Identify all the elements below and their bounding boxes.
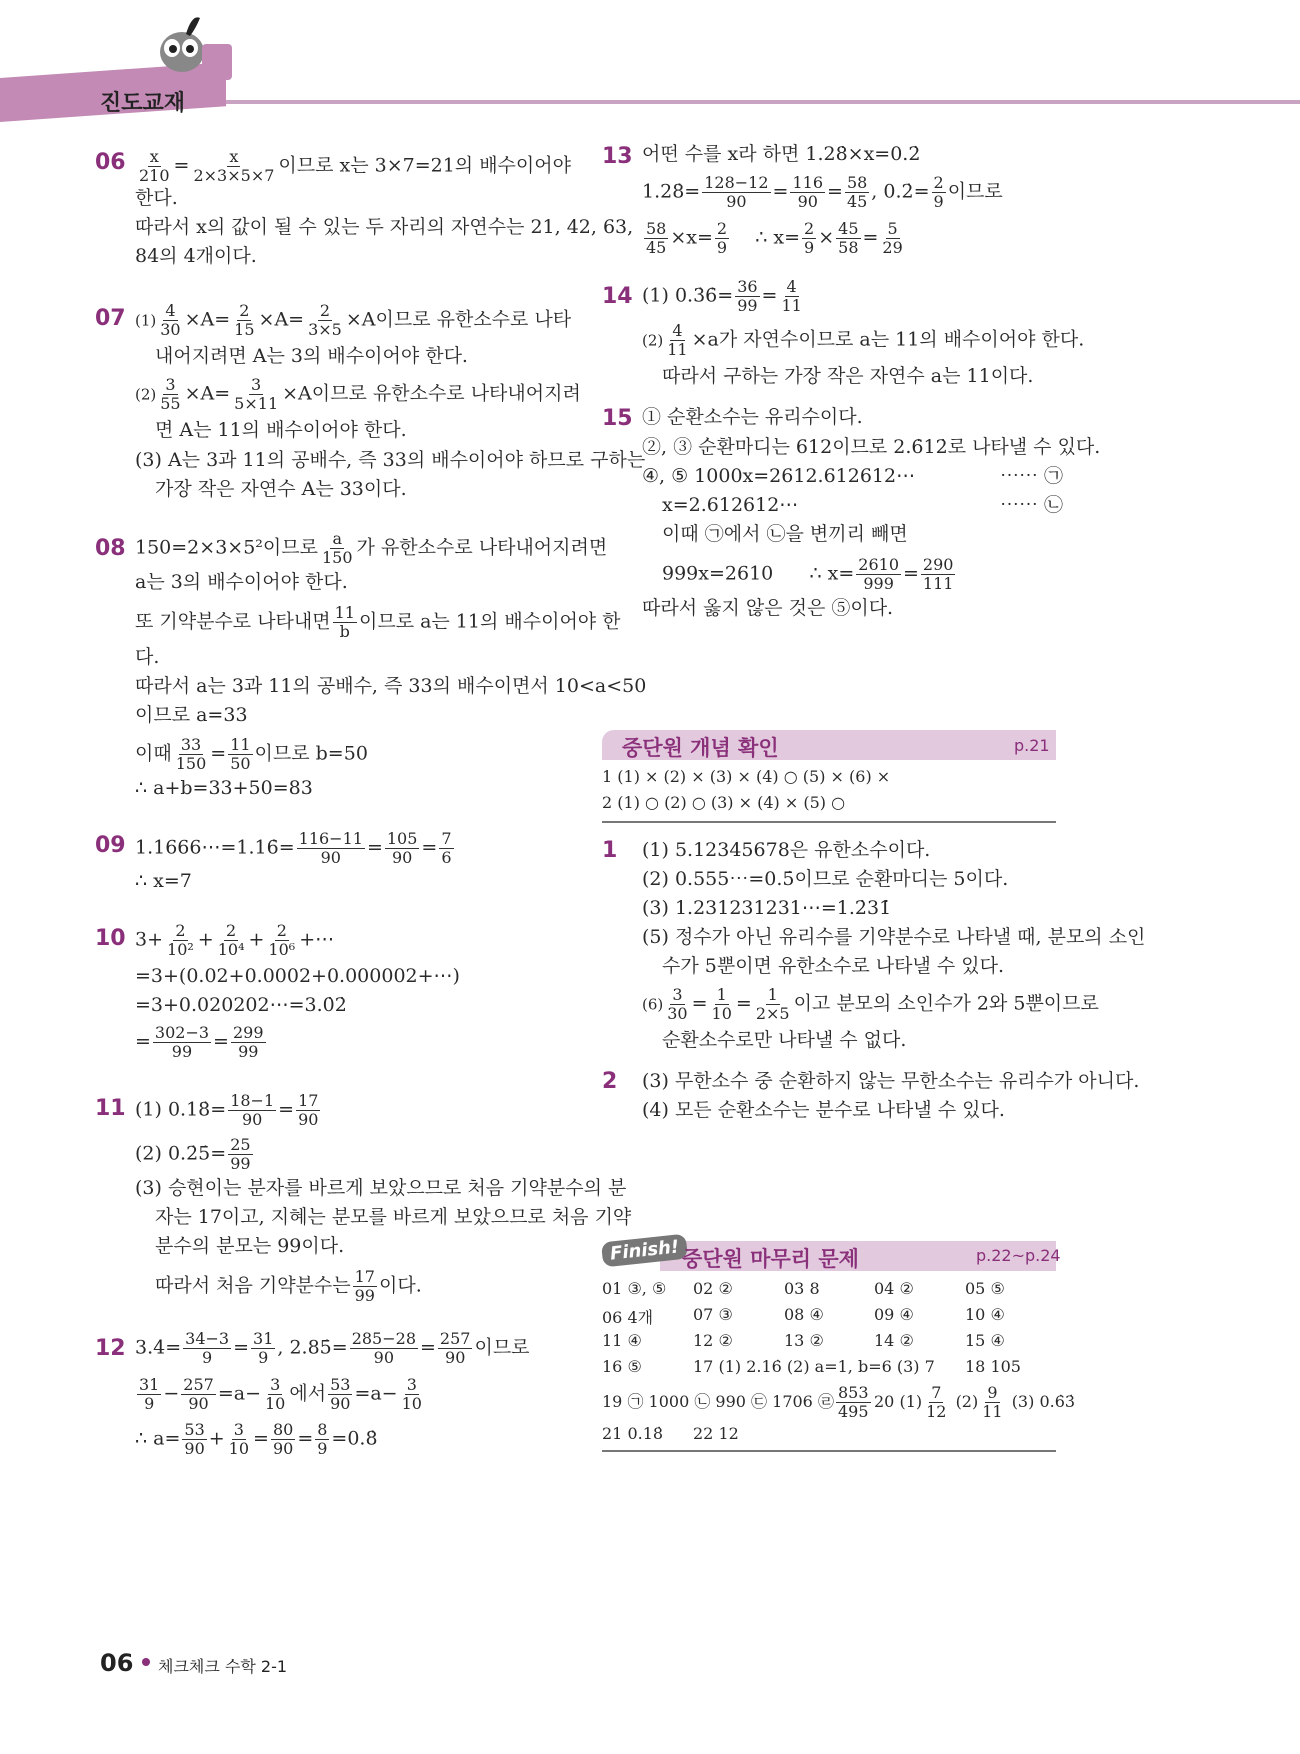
problem-13-number: 13 — [602, 144, 633, 169]
problem-13-line1: 어떤 수를 x라 하면 1.28̇×x=0.2̇ — [642, 143, 921, 165]
footer-book-title: 체크체크 수학 2-1 — [158, 1657, 288, 1676]
problem-07-line5: (3) A는 3과 11의 공배수, 즉 33의 배수이어야 하므로 구하는 — [135, 449, 646, 471]
concept-q1-line1: (1) 5.12345678은 유한소수이다. — [642, 839, 931, 861]
problem-08-line6: 이므로 a=33 — [135, 704, 248, 726]
problem-08-line5: 따라서 a는 3과 11의 공배수, 즉 33의 배수이면서 10<a<50 — [135, 675, 647, 697]
concept-q1-number: 1 — [602, 838, 618, 863]
header-label: 진도교재 — [100, 91, 186, 116]
problem-10-line4: = $\frac{302-3}{99}$ = $\frac{299}{99}$ — [135, 1023, 264, 1061]
finish-answer-01: 01 ③, ⑤ — [602, 1279, 667, 1298]
problem-15-number: 15 — [602, 406, 633, 431]
finish-answer-15: 15 ④ — [965, 1331, 1005, 1350]
concept-q1-line4: (5) 정수가 아닌 유리수를 기약분수로 나타낼 때, 분모의 소인 — [642, 926, 1146, 948]
header-rule — [215, 100, 1300, 104]
problem-11-line6: 따라서 처음 기약분수는 $\frac{17}{99}$ 이다. — [155, 1267, 422, 1305]
problem-08-line4: 다. — [135, 646, 160, 668]
finish-answer-14: 14 ② — [874, 1331, 914, 1350]
problem-12-number: 12 — [95, 1336, 126, 1361]
finish-answer-21: 21 0.18̇ — [602, 1424, 664, 1443]
problem-07-line2: 내어지려면 A는 3의 배수이어야 한다. — [155, 345, 468, 367]
problem-13-line2: 1.28̇= $\frac{128-12}{90}$ = $\frac{116}{90}$ = $\frac{58}{45}$ , 0.2̇= $\frac{2}{9}$ 이므로 — [642, 173, 1003, 211]
problem-15-line2: ②, ③ 순환마디는 612이므로 2.6̇12̇로 나타낼 수 있다. — [642, 436, 1101, 458]
finish-answer-07: 07 ③ — [693, 1305, 733, 1324]
problem-08-line8: ∴ a+b=33+50=83 — [135, 777, 313, 799]
finish-answer-08: 08 ④ — [784, 1305, 824, 1324]
finish-answer-13: 13 ② — [784, 1331, 824, 1350]
problem-10-number: 10 — [95, 926, 126, 951]
problem-11-line5: 분수의 분모는 99이다. — [155, 1235, 345, 1257]
problem-15-line5: 이때 ㉠에서 ㉡을 변끼리 빼면 — [662, 523, 908, 545]
concept-q1-line2: (2) 0.555⋯=0.5̇이므로 순환마디는 5이다. — [642, 868, 1009, 890]
concept-divider — [602, 821, 1056, 823]
finish-divider — [602, 1450, 1056, 1452]
concept-q1-line3: (3) 1.231231231⋯=1.2̇31̇ — [642, 897, 892, 919]
problem-12-line1: 3.4̇= $\frac{34-3}{9}$ = $\frac{31}{9}$ , 2.85̇= $\frac{285-28}{90}$ = $\frac{257}{90}$ 이므로 — [135, 1329, 530, 1367]
finish-page-ref: p.22~p.24 — [976, 1246, 1061, 1265]
finish-answer-05: 05 ⑤ — [965, 1279, 1005, 1298]
problem-07-line4: 면 A는 11의 배수이어야 한다. — [155, 419, 407, 441]
finish-answer-20: 20 (1) $\frac{7}{12}$ (2) $\frac{9}{11}$ (3) 0.6̇3̇ — [874, 1383, 1076, 1421]
problem-08-line3: 또 기약분수로 나타내면 $\frac{11}{b}$ 이므로 a는 11의 배수이어야 한 — [135, 603, 621, 641]
problem-15-line4: x=2.612612⋯ — [662, 494, 799, 516]
problem-14-number: 14 — [602, 284, 633, 309]
concept-title: 중단원 개념 확인 — [622, 736, 779, 760]
problem-11-line3: (3) 승현이는 분자를 바르게 보았으므로 처음 기약분수의 분 — [135, 1177, 627, 1199]
finish-answer-19: 19 ㉠ 1000 ㉡ 990 ㉢ 1706 ㉣ $\frac{853}{495}$ — [602, 1383, 869, 1421]
problem-07-line3: (2) $\frac{3}{55}$ ×A= $\frac{3}{5\times 11}$ ×A이므로 유한소수로 나타내어지려 — [135, 375, 581, 413]
finish-answer-11: 11 ④ — [602, 1331, 642, 1350]
finish-answer-18: 18 105 — [965, 1357, 1021, 1376]
concept-q2-line1: (3) 무한소수 중 순환하지 않는 무한소수는 유리수가 아니다. — [642, 1070, 1140, 1092]
finish-answer-06: 06 4개 — [602, 1308, 654, 1327]
problem-15-eq2-tag: ⋯⋯ ㉡ — [1000, 494, 1064, 516]
concept-page-ref: p.21 — [1014, 736, 1050, 755]
problem-11-line4: 자는 17이고, 지혜는 분모를 바르게 보았으므로 처음 기약 — [155, 1206, 632, 1228]
problem-06-line4: 84의 4개이다. — [135, 245, 257, 267]
finish-title: 중단원 마무리 문제 — [682, 1247, 859, 1271]
problem-15-line6: 999x=2610 ∴ x= $\frac{2610}{999}$ = $\frac{290}{111}$ — [662, 555, 954, 593]
finish-answer-02: 02 ② — [693, 1279, 733, 1298]
finish-answer-22: 22 12 — [693, 1424, 739, 1443]
problem-12-line2: $\frac{31}{9}$ − $\frac{257}{90}$ =a− $\frac{3}{10}$ 에서 $\frac{53}{90}$ =a− $\frac{3}{10}$ — [139, 1375, 422, 1413]
problem-08-line2: a는 3의 배수이어야 한다. — [135, 571, 348, 593]
problem-11-line1: (1) 0.18̇= $\frac{18-1}{90}$ = $\frac{17}{90}$ — [135, 1091, 319, 1129]
problem-07-line6: 가장 작은 자연수 A는 33이다. — [155, 478, 407, 500]
problem-11-number: 11 — [95, 1096, 126, 1121]
problem-10-line3: =3+0.020202⋯=3.0̇2̇ — [135, 994, 347, 1016]
problem-13-line3: $\frac{58}{45}$ ×x= $\frac{2}{9}$ ∴ x= $\frac{2}{9}$ × $\frac{45}{58}$ = $\frac{5}{29}$ — [646, 219, 903, 257]
problem-06-line2: 한다. — [135, 187, 178, 209]
finish-answer-16: 16 ⑤ — [602, 1357, 642, 1376]
concept-q2-line2: (4) 모든 순환소수는 분수로 나타낼 수 있다. — [642, 1099, 1005, 1121]
problem-10-line2: =3+(0.02+0.0002+0.000002+⋯) — [135, 965, 460, 987]
problem-15-line1: ① 순환소수는 유리수이다. — [642, 406, 863, 428]
problem-12-line3: ∴ a= $\frac{53}{90}$ + $\frac{3}{10}$ = $\frac{80}{90}$ = $\frac{8}{9}$ =0.8̇ — [135, 1420, 378, 1458]
rabbit-mascot-icon — [150, 14, 240, 84]
problem-07-line1: (1) $\frac{4}{30}$ ×A= $\frac{2}{15}$ ×A= $\frac{2}{3\times 5}$ ×A이므로 유한소수로 나타 — [135, 301, 572, 339]
problem-07-number: 07 — [95, 306, 126, 331]
concept-q2-number: 2 — [602, 1069, 618, 1094]
finish-answer-10: 10 ④ — [965, 1305, 1005, 1324]
concept-answers-row1: 1 (1) × (2) × (3) × (4) ○ (5) × (6) × — [602, 767, 891, 786]
problem-09-line2: ∴ x=7 — [135, 870, 192, 892]
concept-answers-row2: 2 (1) ○ (2) ○ (3) × (4) × (5) ○ — [602, 793, 846, 812]
problem-06-line3: 따라서 x의 값이 될 수 있는 두 자리의 자연수는 21, 42, 63, — [135, 216, 634, 238]
finish-badge: Finish! — [601, 1234, 688, 1268]
problem-11-line2: (2) 0.2̇5̇= $\frac{25}{99}$ — [135, 1135, 251, 1173]
concept-q1-line5: 수가 5뿐이면 유한소수로 나타낼 수 있다. — [662, 955, 1004, 977]
footer-bullet-icon — [142, 1658, 150, 1666]
problem-09-line1: 1.1666⋯=1.16̇= $\frac{116-11}{90}$ = $\frac{105}{90}$ = $\frac{7}{6}$ — [135, 829, 452, 867]
problem-06-number: 06 — [95, 150, 126, 175]
problem-08-number: 08 — [95, 536, 126, 561]
problem-14-line3: 따라서 구하는 가장 작은 자연수 a는 11이다. — [662, 365, 1034, 387]
finish-answer-03: 03 8 — [784, 1279, 820, 1298]
finish-answer-12: 12 ② — [693, 1331, 733, 1350]
problem-09-number: 09 — [95, 833, 126, 858]
concept-q1-line7: 순환소수로만 나타낼 수 없다. — [662, 1029, 907, 1051]
problem-08-line7: 이때 $\frac{33}{150}$ = $\frac{11}{50}$ 이므로 b=50 — [135, 735, 368, 773]
problem-14-line2: (2) $\frac{4}{11}$ ×a가 자연수이므로 a는 11의 배수이어야 한다. — [642, 321, 1085, 359]
problem-15-eq1-tag: ⋯⋯ ㉠ — [1000, 465, 1064, 487]
problem-08-line1: 150=2×3×5²이므로 $\frac{a}{150}$ 가 유한소수로 나타내어지려면 — [135, 529, 608, 567]
problem-14-line1: (1) 0.3̇6̇= $\frac{36}{99}$ = $\frac{4}{11}$ — [642, 277, 802, 315]
problem-15-line3: ④, ⑤ 1000x=2612.612612⋯ — [642, 465, 916, 487]
finish-answer-04: 04 ② — [874, 1279, 914, 1298]
concept-q1-line6: (6) $\frac{3}{30}$ = $\frac{1}{10}$ = $\frac{1}{2\times 5}$ 이고 분모의 소인수가 2와 5뿐이므로 — [642, 985, 1099, 1023]
finish-answer-17: 17 (1) 2.16̇ (2) a=1, b=6 (3) 7 — [693, 1357, 935, 1376]
finish-answer-09: 09 ④ — [874, 1305, 914, 1324]
problem-10-line1: 3+ $\frac{2}{\text{10²}}$ + $\frac{2}{\text{10⁴}}$ + $\frac{2}{\text{10⁶}}$ +⋯ — [135, 921, 335, 959]
problem-06-line1: $\frac{x}{210}$ = $\frac{x}{2\times 3\times 5\times 7}$ 이므로 x는 3×7=21의 배수이어야 — [139, 147, 571, 185]
problem-15-line7: 따라서 옳지 않은 것은 ⑤이다. — [642, 597, 894, 619]
footer-page-number: 06 — [100, 1649, 134, 1677]
